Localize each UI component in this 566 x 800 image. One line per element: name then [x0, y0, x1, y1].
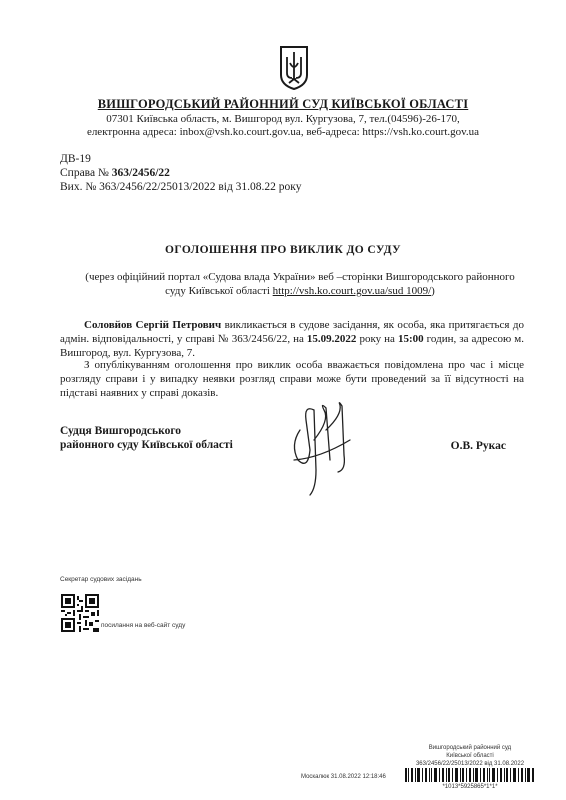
notice-title: ОГОЛОШЕННЯ ПРО ВИКЛИК ДО СУДУ: [165, 244, 401, 256]
judge-name: О.В. Рукас: [450, 440, 506, 452]
case-prefix: Справа №: [60, 167, 112, 179]
hearing-time: 15:00: [397, 333, 424, 345]
court-address: 07301 Київська область, м. Вишгород вул. Кургузова, 7, тел.(04596)-26-170,: [106, 113, 460, 125]
person-name: Соловйов Сергій Петрович: [84, 319, 222, 331]
subtitle-line-1: (через офіційний портал «Судова влада України» веб –сторінки Вишгородського районного: [85, 271, 515, 283]
subtitle-end: ): [431, 285, 435, 297]
coat-of-arms-emblem: [279, 45, 309, 91]
subtitle-line-2: [60, 284, 540, 298]
court-contacts: електронна адреса: inbox@vsh.ko.court.gov.ua, веб-адреса: https://vsh.ko.court.gov.ua: [86, 126, 480, 138]
qr-code[interactable]: [61, 594, 99, 632]
barcode-text: *1013*5925865*1*1*: [442, 784, 498, 790]
notification-paragraph: З опублікуванням оголошення про виклик особа вважається повідомлена про час і місце розгляду справи і у випадку неявки розгляд справи може бути проведений за її відсутності на підставі наявних у справі доказів.: [60, 359, 524, 399]
summons-text-a: викликається в судове засідання, як особа, яка притягається до адмін. відповідальності, у справі № 363/2456/22, на: [60, 319, 524, 345]
stamp-reference: 363/2456/22/25013/2022 від 31.08.2022: [415, 761, 525, 767]
judge-title-line-1: Судця Вишгородського: [60, 425, 182, 437]
stamp-region: Київської області: [446, 753, 494, 759]
judge-title-line-2: районного суду Київської області: [60, 439, 233, 451]
case-number: 363/2456/22: [111, 167, 170, 179]
barcode: [405, 768, 535, 782]
hearing-date: 15.09.2022: [306, 333, 357, 345]
stamp-user-timestamp: Москалюк 31.08.2022 12:18:46: [301, 774, 386, 780]
notice-subtitle: [60, 270, 540, 298]
case-number-line: [60, 166, 170, 180]
summons-text-b: року на: [356, 333, 398, 345]
court-portal-link[interactable]: http://vsh.ko.court.gov.ua/sud 1009/: [272, 285, 432, 297]
secretary-label: Секретар судових засідань: [60, 576, 142, 583]
registration-stamp: [400, 744, 540, 768]
handwritten-signature: [280, 400, 360, 500]
court-name: ВИШГОРОДСЬКИЙ РАЙОННИЙ СУД КИЇВСЬКОЇ ОБЛАСТІ: [97, 97, 469, 111]
summons-text-c: годин, за адресою м. Вишгород, вул. Кургузова, 7.: [60, 333, 524, 359]
summons-paragraph: [60, 318, 524, 360]
outgoing-number: Вих. № 363/2456/22/25013/2022 від 31.08.22 року: [60, 181, 302, 193]
form-code: ДВ-19: [60, 153, 91, 165]
stamp-court: Вишгородський районний суд: [428, 745, 512, 751]
judge-title: [60, 424, 233, 452]
subtitle-text: суду Київської області: [165, 285, 273, 297]
qr-caption: посилання на веб-сайт суду: [101, 622, 186, 629]
